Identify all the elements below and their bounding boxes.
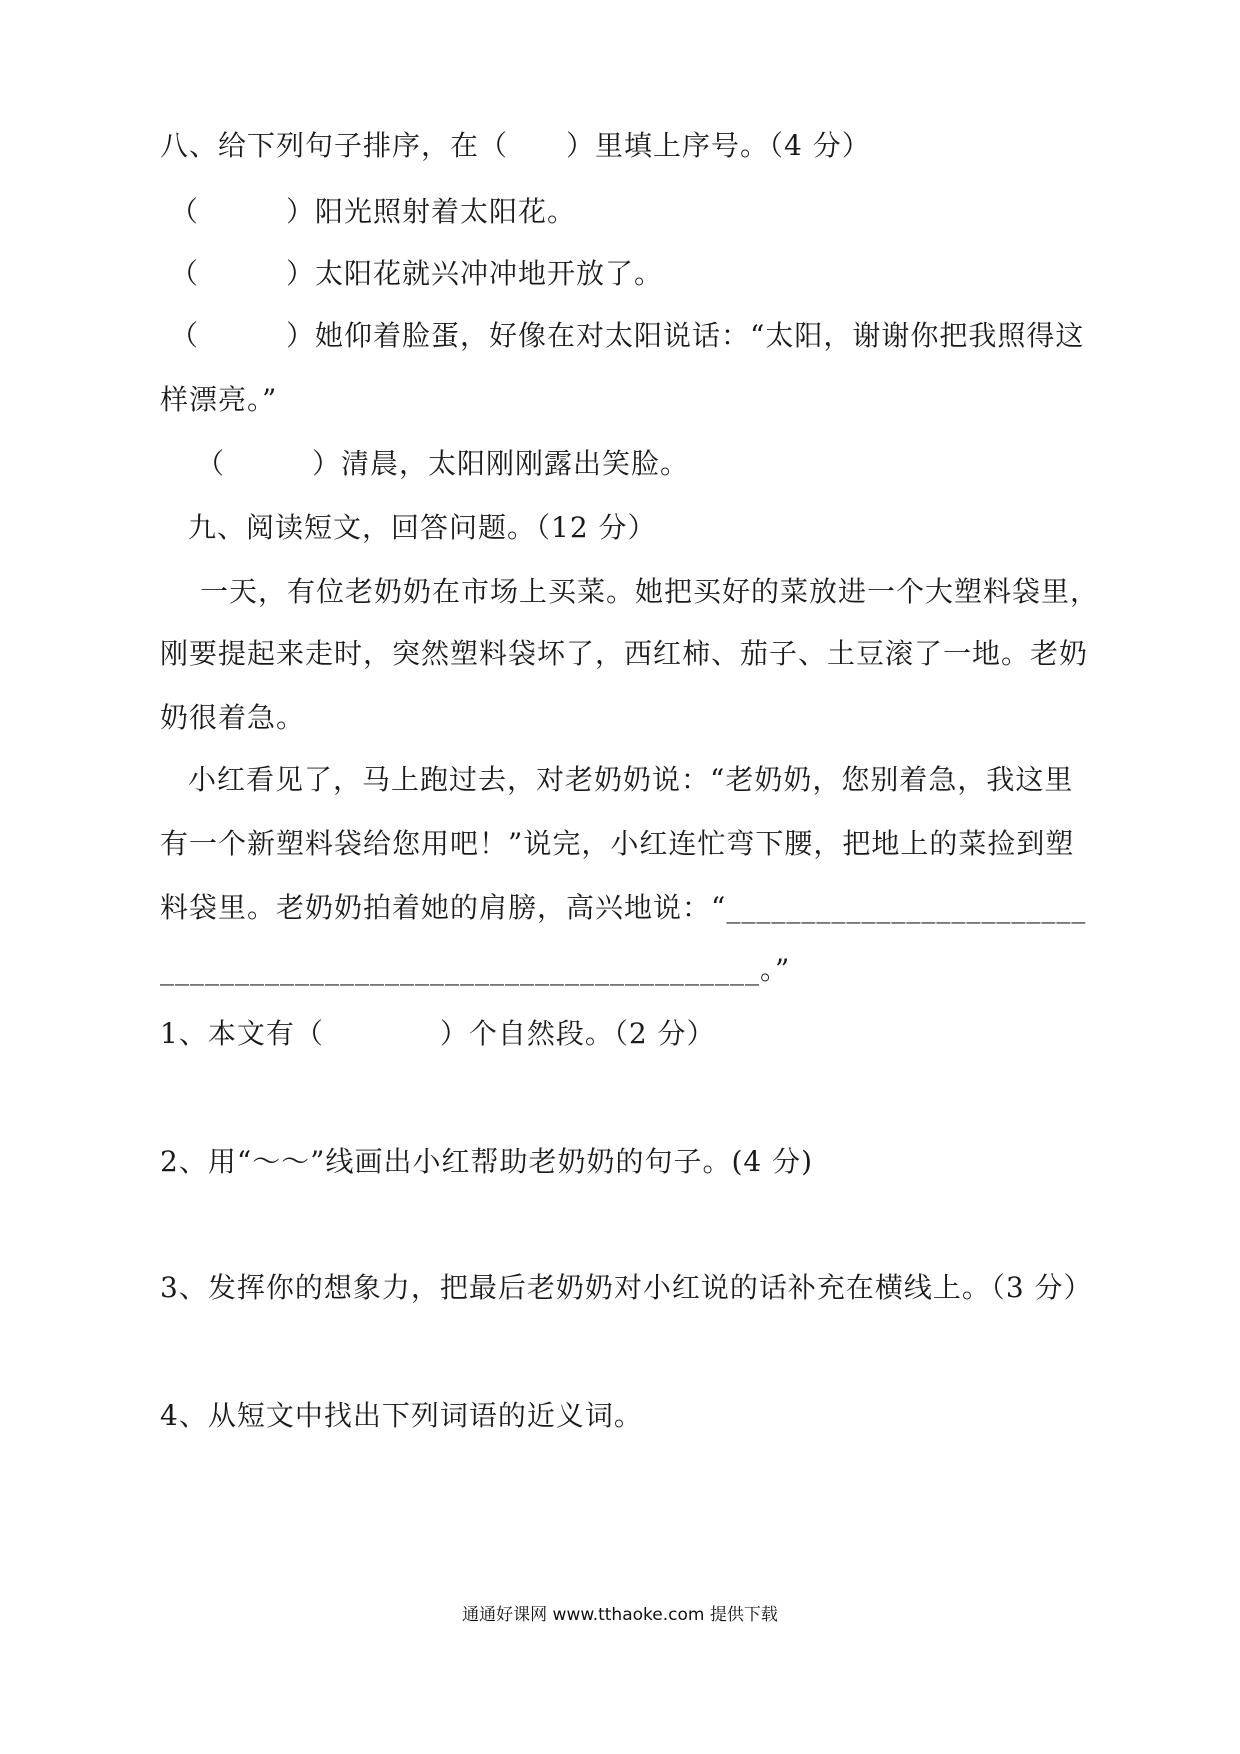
passage-line-1: 一天，有位老奶奶在市场上买菜。她把买好的菜放进一个大塑料袋里， [200, 575, 1100, 608]
sentence-item-2: （ ）太阳花就兴冲冲地开放了。 [170, 257, 664, 290]
sentence-item-3-continued: 样漂亮。” [160, 383, 278, 416]
passage-line-2: 刚要提起来走时，突然塑料袋坏了，西红柿、茄子、土豆滚了一地。老奶 [160, 637, 1089, 670]
question-1: 1、本文有（ ）个自然段。（2 分） [160, 1017, 716, 1050]
passage-line-7: ________________________________________。” [160, 953, 791, 986]
question-4: 4、从短文中找出下列词语的近义词。 [160, 1399, 643, 1432]
sentence-item-4: （ ）清晨，太阳刚刚露出笑脸。 [196, 447, 690, 480]
footer-source: 通通好课网 www.tthaoke.com 提供下载 [462, 1605, 778, 1625]
passage-line-5: 有一个新塑料袋给您用吧！”说完，小红连忙弯下腰，把地上的菜捡到塑 [160, 827, 1075, 860]
section-9-heading: 九、阅读短文，回答问题。（12 分） [188, 511, 657, 544]
sentence-item-3: （ ）她仰着脸蛋，好像在对太阳说话：“太阳，谢谢你把我照得这 [170, 319, 1085, 352]
question-3: 3、发挥你的想象力，把最后老奶奶对小红说的话补充在横线上。（3 分） [160, 1271, 1093, 1304]
passage-line-4: 小红看见了，马上跑过去，对老奶奶说：“老奶奶，您别着急，我这里 [188, 763, 1074, 796]
section-8-heading: 八、给下列句子排序，在（ ）里填上序号。（4 分） [160, 129, 871, 162]
passage-line-3: 奶很着急。 [160, 701, 306, 734]
question-2: 2、用“～～”线画出小红帮助老奶奶的句子。(4 分) [160, 1145, 814, 1178]
passage-line-6: 料袋里。老奶奶拍着她的肩膀，高兴地说：“________________________ [160, 891, 1087, 924]
sentence-item-1: （ ）阳光照射着太阳花。 [170, 195, 577, 228]
